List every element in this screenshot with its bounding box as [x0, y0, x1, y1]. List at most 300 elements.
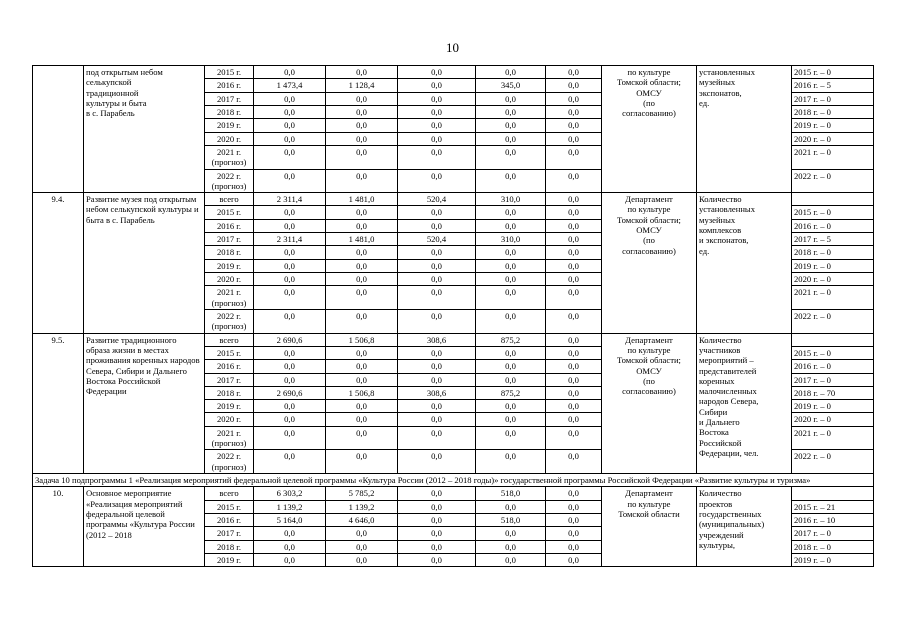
indicator-name-line: Количество — [699, 334, 742, 345]
row-number: 9.4. — [33, 193, 84, 333]
value-cell: 0,0 — [546, 487, 602, 500]
year-label: 2018 г. — [216, 106, 242, 117]
value-cell: 0,0 — [398, 346, 476, 359]
page-number: 10 — [446, 40, 459, 55]
indicator-name-line: Федерации, чел. — [699, 448, 759, 458]
value-cell: 0,0 — [476, 400, 546, 413]
year-label: 2017 г. — [216, 374, 242, 385]
indicator-name-line: учреждений — [699, 529, 744, 540]
responsible-dept-line: по культуре — [627, 67, 671, 77]
year-label: 2017 г. — [216, 528, 242, 539]
value-cell: 0,0 — [254, 373, 326, 386]
value-cell: 0,0 — [326, 92, 398, 105]
indicator-name-line: народов Севера, — [699, 396, 759, 407]
value-cell: 0,0 — [546, 309, 602, 333]
year-cell — [205, 500, 254, 513]
target-cell: 2017 г. – 5 — [792, 233, 874, 246]
value-cell: 0,0 — [546, 400, 602, 413]
target-cell: 2017 г. – 0 — [792, 373, 874, 386]
value-cell: 0,0 — [476, 259, 546, 272]
indicator-name — [697, 66, 792, 193]
value-cell: 0,0 — [546, 450, 602, 474]
value-cell: 0,0 — [254, 426, 326, 450]
value-cell: 0,0 — [254, 309, 326, 333]
measure-name: Основное мероприятие «Реализация мероприятий федеральной целевой программы «Культура России (2012 – 2018 — [84, 487, 205, 567]
value-cell: 0,0 — [398, 273, 476, 286]
value-cell: 0,0 — [326, 169, 398, 193]
forecast-label: (прогноз) — [211, 438, 247, 449]
value-cell: 0,0 — [254, 105, 326, 118]
value-cell: 0,0 — [254, 206, 326, 219]
measure-name: Развитие музея под открытым небом селькупской культуры и быта в с. Парабель — [84, 193, 205, 333]
value-cell: 0,0 — [476, 246, 546, 259]
responsible-dept-line: ОМСУ — [636, 225, 662, 236]
measure-name-line: традиционной — [86, 87, 139, 98]
year-label: 2020 г. — [216, 274, 242, 284]
value-cell: 0,0 — [326, 246, 398, 259]
year-cell — [205, 169, 254, 193]
year-label: 2018 г. — [216, 247, 242, 258]
value-cell: 0,0 — [476, 286, 546, 310]
value-cell: 0,0 — [546, 360, 602, 373]
year-cell — [205, 79, 254, 92]
year-label: 2016 г. — [216, 514, 242, 525]
indicator-name-line: экспонатов, — [699, 87, 742, 98]
value-cell: 0,0 — [398, 309, 476, 333]
year-cell — [205, 400, 254, 413]
year-cell — [205, 246, 254, 259]
indicator-name-line: культуры, — [699, 539, 736, 550]
responsible-dept-line: Томской области; — [617, 77, 681, 88]
value-cell: 0,0 — [326, 373, 398, 386]
responsible-dept-line: Департамент — [625, 334, 673, 345]
year-cell — [205, 233, 254, 246]
value-cell: 0,0 — [326, 540, 398, 553]
year-label: 2017 г. — [216, 93, 242, 104]
target-cell — [792, 487, 874, 500]
value-cell: 0,0 — [254, 246, 326, 259]
year-label: 2019 г. — [216, 260, 242, 271]
year-cell — [205, 513, 254, 526]
value-cell: 0,0 — [546, 169, 602, 193]
value-cell: 0,0 — [398, 66, 476, 79]
value-cell: 0,0 — [546, 119, 602, 132]
value-cell: 2 311,4 — [254, 193, 326, 206]
year-label: 2019 г. — [216, 554, 242, 565]
year-label: 2021 г. — [216, 287, 242, 298]
value-cell: 0,0 — [546, 206, 602, 219]
value-cell: 0,0 — [476, 92, 546, 105]
indicator-name — [697, 193, 792, 333]
value-cell: 0,0 — [398, 79, 476, 92]
indicator-name-line: музейных — [699, 214, 736, 225]
responsible-dept-line: (по — [643, 235, 655, 246]
forecast-label: (прогноз) — [211, 297, 247, 308]
value-cell: 0,0 — [546, 333, 602, 346]
value-cell: 0,0 — [398, 426, 476, 450]
value-cell: 0,0 — [326, 346, 398, 359]
indicator-name-line: государственных — [699, 508, 762, 519]
indicator-name-line: Востока — [699, 427, 729, 438]
target-cell: 2015 г. – 0 — [792, 66, 874, 79]
value-cell: 0,0 — [398, 360, 476, 373]
value-cell: 310,0 — [476, 193, 546, 206]
responsible-dept-line: Томской области; — [617, 214, 681, 225]
value-cell: 0,0 — [398, 105, 476, 118]
target-cell: 2017 г. – 0 — [792, 92, 874, 105]
responsible-dept-line: по культуре — [627, 204, 671, 215]
year-label: 2016 г. — [216, 80, 242, 91]
value-cell: 0,0 — [254, 553, 326, 566]
year-cell — [205, 386, 254, 399]
measure-name-line: культуры и быта — [86, 97, 147, 108]
year-cell — [205, 309, 254, 333]
forecast-label: (прогноз) — [211, 461, 247, 472]
value-cell: 0,0 — [254, 286, 326, 310]
year-cell — [205, 145, 254, 169]
value-cell: 0,0 — [476, 119, 546, 132]
year-label: 2019 г. — [216, 120, 242, 131]
value-cell: 0,0 — [326, 309, 398, 333]
value-cell: 0,0 — [398, 500, 476, 513]
responsible-dept-line: Департамент — [625, 488, 673, 499]
value-cell: 0,0 — [326, 450, 398, 474]
responsible-dept — [602, 333, 697, 473]
value-cell: 0,0 — [476, 450, 546, 474]
value-cell: 0,0 — [398, 169, 476, 193]
value-cell: 0,0 — [546, 246, 602, 259]
target-cell: 2016 г. – 0 — [792, 219, 874, 232]
value-cell: 0,0 — [546, 259, 602, 272]
value-cell: 0,0 — [254, 360, 326, 373]
value-cell: 0,0 — [398, 413, 476, 426]
value-cell: 0,0 — [476, 360, 546, 373]
responsible-dept-line: по культуре — [627, 344, 671, 355]
value-cell: 0,0 — [546, 286, 602, 310]
value-cell: 0,0 — [326, 413, 398, 426]
value-cell: 0,0 — [476, 553, 546, 566]
value-cell: 0,0 — [398, 286, 476, 310]
year-cell — [205, 259, 254, 272]
table-row — [33, 487, 874, 500]
year-label: 2019 г. — [216, 401, 242, 412]
year-label: 2020 г. — [216, 133, 242, 144]
forecast-label: (прогноз) — [211, 157, 247, 168]
value-cell: 0,0 — [254, 92, 326, 105]
value-cell: 308,6 — [398, 333, 476, 346]
value-cell: 0,0 — [546, 413, 602, 426]
target-cell: 2020 г. – 0 — [792, 273, 874, 286]
value-cell: 520,4 — [398, 233, 476, 246]
target-cell: 2017 г. – 0 — [792, 527, 874, 540]
value-cell: 0,0 — [326, 132, 398, 145]
year-label: 2022 г. — [216, 310, 242, 321]
value-cell: 0,0 — [326, 105, 398, 118]
value-cell: 0,0 — [546, 527, 602, 540]
value-cell: 0,0 — [476, 206, 546, 219]
value-cell: 0,0 — [546, 373, 602, 386]
year-label: 2015 г. — [216, 67, 242, 77]
value-cell: 0,0 — [326, 206, 398, 219]
year-cell — [205, 426, 254, 450]
value-cell: 0,0 — [546, 386, 602, 399]
indicator-name-line: музейных — [699, 77, 736, 88]
value-cell: 0,0 — [398, 119, 476, 132]
target-cell: 2016 г. – 5 — [792, 79, 874, 92]
value-cell: 0,0 — [254, 273, 326, 286]
total-label: всего — [205, 487, 254, 500]
value-cell: 0,0 — [546, 193, 602, 206]
table-row — [33, 66, 874, 79]
responsible-dept-line: Департамент — [625, 194, 673, 205]
value-cell: 5 785,2 — [326, 487, 398, 500]
measure-name-line: в с. Парабель — [86, 108, 135, 119]
value-cell: 0,0 — [546, 513, 602, 526]
target-cell: 2022 г. – 0 — [792, 309, 874, 333]
value-cell: 0,0 — [476, 426, 546, 450]
target-cell: 2018 г. – 0 — [792, 246, 874, 259]
value-cell: 0,0 — [476, 66, 546, 79]
value-cell: 0,0 — [326, 286, 398, 310]
value-cell: 0,0 — [254, 540, 326, 553]
value-cell: 0,0 — [476, 219, 546, 232]
indicator-name — [697, 333, 792, 473]
value-cell: 0,0 — [254, 527, 326, 540]
value-cell: 1 139,2 — [254, 500, 326, 513]
value-cell: 1 506,8 — [326, 333, 398, 346]
value-cell: 6 303,2 — [254, 487, 326, 500]
value-cell: 1 139,2 — [326, 500, 398, 513]
row-number — [33, 66, 84, 193]
target-cell: 2019 г. – 0 — [792, 259, 874, 272]
value-cell: 0,0 — [546, 346, 602, 359]
value-cell: 0,0 — [398, 450, 476, 474]
value-cell: 0,0 — [546, 132, 602, 145]
indicator-name-line: мероприятий – — [699, 355, 754, 366]
indicator-name-line: малочисленных — [699, 386, 757, 397]
target-cell: 2016 г. – 10 — [792, 513, 874, 526]
table-row — [33, 333, 874, 346]
target-cell: 2019 г. – 0 — [792, 119, 874, 132]
year-cell — [205, 373, 254, 386]
value-cell: 0,0 — [546, 540, 602, 553]
value-cell: 0,0 — [476, 346, 546, 359]
value-cell: 308,6 — [398, 386, 476, 399]
responsible-dept-line: ОМСУ — [636, 87, 662, 98]
value-cell: 0,0 — [398, 246, 476, 259]
value-cell: 0,0 — [546, 233, 602, 246]
year-label: 2021 г. — [216, 427, 242, 438]
year-label: 2015 г. — [216, 207, 242, 218]
value-cell: 0,0 — [546, 145, 602, 169]
indicator-name-line: комплексов — [699, 225, 742, 236]
value-cell: 0,0 — [326, 426, 398, 450]
year-cell — [205, 66, 254, 79]
value-cell: 0,0 — [254, 66, 326, 79]
measure-name — [84, 66, 205, 193]
value-cell: 0,0 — [546, 219, 602, 232]
task-heading: Задача 10 подпрограммы 1 «Реализация мероприятий федеральной целевой программы «Культура России (2012 – 2018 годы)» государственной программы Российской Федерации «Развитие культуры и туризма» — [33, 474, 874, 487]
indicator-name-line: участников — [699, 344, 741, 355]
value-cell: 2 690,6 — [254, 333, 326, 346]
target-cell: 2021 г. – 0 — [792, 426, 874, 450]
year-label: 2017 г. — [216, 234, 242, 245]
target-cell: 2018 г. – 70 — [792, 386, 874, 399]
indicator-name-line: ед. — [699, 97, 710, 108]
total-label: всего — [205, 193, 254, 206]
year-label: 2022 г. — [216, 451, 242, 462]
value-cell: 1 481,0 — [326, 193, 398, 206]
value-cell: 0,0 — [546, 66, 602, 79]
value-cell: 0,0 — [476, 527, 546, 540]
value-cell: 0,0 — [254, 450, 326, 474]
year-cell — [205, 132, 254, 145]
target-cell: 2020 г. – 0 — [792, 413, 874, 426]
responsible-dept — [602, 66, 697, 193]
indicator-name-line: и Дальнего — [699, 417, 740, 428]
year-label: 2022 г. — [216, 170, 242, 181]
value-cell: 0,0 — [326, 259, 398, 272]
measure-name: Развитие традиционного образа жизни в местах проживания коренных народов Севера, Сибири и Дальнего Востока Российской Федерации — [84, 333, 205, 473]
target-cell: 2020 г. – 0 — [792, 132, 874, 145]
responsible-dept-line: по культуре — [627, 498, 671, 509]
value-cell: 0,0 — [326, 66, 398, 79]
value-cell: 1 506,8 — [326, 386, 398, 399]
forecast-label: (прогноз) — [211, 321, 247, 332]
value-cell: 0,0 — [398, 206, 476, 219]
indicator-name — [697, 487, 792, 567]
value-cell: 0,0 — [476, 309, 546, 333]
value-cell: 0,0 — [398, 373, 476, 386]
value-cell: 0,0 — [326, 145, 398, 169]
indicator-name-line: Количество — [699, 488, 742, 499]
year-label: 2021 г. — [216, 146, 242, 157]
responsible-dept — [602, 193, 697, 333]
value-cell: 0,0 — [254, 219, 326, 232]
indicator-name-line: Сибири — [699, 406, 728, 417]
value-cell: 2 311,4 — [254, 233, 326, 246]
value-cell: 0,0 — [326, 360, 398, 373]
value-cell: 0,0 — [398, 513, 476, 526]
value-cell: 0,0 — [254, 346, 326, 359]
indicator-name-line: коренных — [699, 375, 735, 386]
target-cell — [792, 193, 874, 206]
year-label: 2016 г. — [216, 361, 242, 372]
year-cell — [205, 346, 254, 359]
measure-name-line: селькупской — [86, 77, 132, 88]
year-cell — [205, 105, 254, 118]
year-label: 2018 г. — [216, 541, 242, 552]
target-cell: 2019 г. – 0 — [792, 400, 874, 413]
forecast-label: (прогноз) — [211, 180, 247, 191]
responsible-dept-line: (по — [643, 375, 655, 386]
measure-name-line: под открытым небом — [86, 67, 163, 77]
responsible-dept — [602, 487, 697, 567]
year-label: 2015 г. — [216, 347, 242, 358]
indicator-name-line: и экспонатов, — [699, 235, 749, 246]
value-cell: 1 473,4 — [254, 79, 326, 92]
year-cell — [205, 413, 254, 426]
value-cell: 0,0 — [398, 145, 476, 169]
year-cell — [205, 553, 254, 566]
value-cell: 875,2 — [476, 333, 546, 346]
value-cell: 0,0 — [546, 426, 602, 450]
target-cell: 2022 г. – 0 — [792, 169, 874, 193]
target-cell: 2018 г. – 0 — [792, 105, 874, 118]
value-cell: 0,0 — [254, 169, 326, 193]
value-cell: 0,0 — [326, 527, 398, 540]
year-cell — [205, 119, 254, 132]
responsible-dept-line: (по — [643, 97, 655, 108]
value-cell: 1 128,4 — [326, 79, 398, 92]
value-cell: 0,0 — [254, 400, 326, 413]
total-label: всего — [205, 333, 254, 346]
target-cell: 2018 г. – 0 — [792, 540, 874, 553]
year-label: 2015 г. — [216, 501, 242, 512]
value-cell: 0,0 — [326, 400, 398, 413]
indicator-name-line: Количество — [699, 194, 742, 205]
target-cell: 2022 г. – 0 — [792, 450, 874, 474]
value-cell: 310,0 — [476, 233, 546, 246]
value-cell: 0,0 — [398, 553, 476, 566]
value-cell: 2 690,6 — [254, 386, 326, 399]
target-cell: 2015 г. – 0 — [792, 206, 874, 219]
year-label: 2016 г. — [216, 220, 242, 231]
value-cell: 0,0 — [254, 413, 326, 426]
year-cell — [205, 450, 254, 474]
value-cell: 0,0 — [398, 132, 476, 145]
indicator-name-line: Российской — [699, 437, 742, 448]
value-cell: 0,0 — [546, 500, 602, 513]
value-cell: 0,0 — [476, 413, 546, 426]
value-cell: 4 646,0 — [326, 513, 398, 526]
value-cell: 0,0 — [254, 119, 326, 132]
value-cell: 518,0 — [476, 513, 546, 526]
task-row — [33, 474, 874, 487]
year-cell — [205, 219, 254, 232]
target-cell — [792, 333, 874, 346]
value-cell: 0,0 — [254, 259, 326, 272]
value-cell: 0,0 — [326, 273, 398, 286]
value-cell: 0,0 — [546, 273, 602, 286]
value-cell: 0,0 — [546, 79, 602, 92]
value-cell: 0,0 — [398, 92, 476, 105]
program-table — [32, 65, 874, 567]
year-cell — [205, 206, 254, 219]
value-cell: 0,0 — [476, 169, 546, 193]
responsible-dept-line: ОМСУ — [636, 365, 662, 376]
indicator-name-line: установленных — [699, 204, 755, 215]
value-cell: 0,0 — [476, 132, 546, 145]
value-cell: 345,0 — [476, 79, 546, 92]
value-cell: 0,0 — [326, 219, 398, 232]
target-cell: 2015 г. – 21 — [792, 500, 874, 513]
value-cell: 0,0 — [398, 259, 476, 272]
year-cell — [205, 273, 254, 286]
table-row — [33, 193, 874, 206]
responsible-dept-line: согласованию) — [622, 245, 676, 256]
value-cell: 0,0 — [476, 373, 546, 386]
value-cell: 0,0 — [476, 145, 546, 169]
responsible-dept-line: согласованию) — [622, 386, 676, 397]
year-cell — [205, 540, 254, 553]
value-cell: 0,0 — [476, 540, 546, 553]
value-cell: 0,0 — [546, 105, 602, 118]
value-cell: 875,2 — [476, 386, 546, 399]
year-cell — [205, 527, 254, 540]
year-cell — [205, 360, 254, 373]
value-cell: 0,0 — [398, 540, 476, 553]
